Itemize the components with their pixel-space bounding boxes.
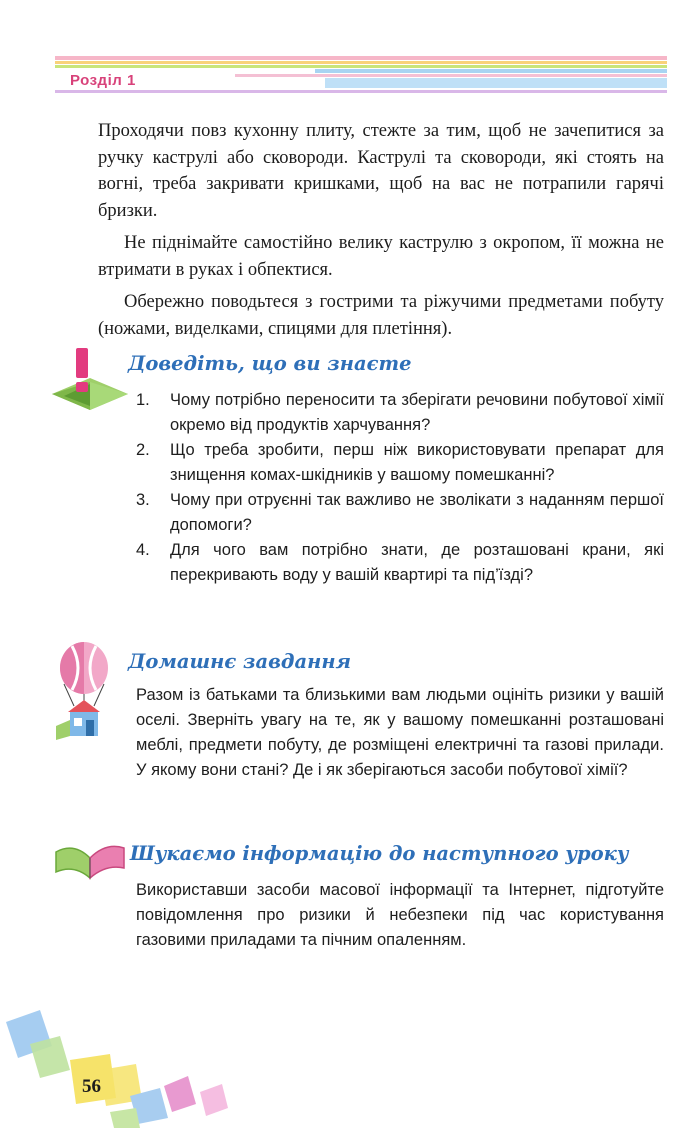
- list-item: [136, 388, 664, 438]
- next-lesson-text: Використавши засоби масової інформації та Інтернет, підготуйте повідомлення про ризики й небезпеки під час користування газовими приладами та пічним опаленням.: [136, 881, 664, 949]
- balloon-house-icon: [50, 640, 122, 746]
- question-number: 3.: [136, 491, 150, 509]
- question-number: 4.: [136, 541, 150, 559]
- question-text: Що треба зробити, перш ніж використовувати препарат для знищення комах-шкідників у вашому помешканні?: [170, 441, 664, 484]
- section-title-knowledge: Доведіть, що ви знаєте: [128, 352, 412, 375]
- section-title-homework: Домашнє завдання: [128, 650, 352, 673]
- list-item: [136, 438, 664, 488]
- question-text: Для чого вам потрібно знати, де розташовані крани, які перекривають воду у вашій квартирі та під’їзді?: [170, 541, 664, 584]
- page-number: 56: [82, 1076, 101, 1097]
- list-item: [136, 538, 664, 588]
- list-item: [136, 488, 664, 538]
- question-number: 2.: [136, 441, 150, 459]
- paragraph: Обережно поводьтеся з гострими та ріжучими предметами побуту (ножами, виделками, спицями для плетіння).: [98, 292, 664, 339]
- chapter-label: Розділ 1: [70, 72, 136, 89]
- questions-list: [136, 388, 664, 588]
- corner-decoration: [0, 1000, 300, 1128]
- homework-text: Разом із батьками та близькими вам людьми оцініть ризики у вашій оселі. Зверніть увагу на те, як у вашому помешканні розташовані меблі, предмети побуту, де розміщені електричні та газові прилади. У якому вони стані? Де і як зберігаються засоби побутової хімії?: [136, 686, 664, 779]
- paragraph: Проходячи повз кухонну плиту, стежте за тим, щоб не зачепитися за ручку каструлі або сковороди. Каструлі та сковороди, які стоять на вогні, треба закривати кришками, щоб на вас не потрапили гарячі бризки.: [98, 121, 664, 221]
- open-book-icon: [54, 838, 126, 880]
- question-text: Чому потрібно переносити та зберігати речовини побутової хімії окремо від продуктів харчування?: [170, 391, 664, 434]
- question-text: Чому при отруєнні так важливо не зволікати з наданням першої допомоги?: [170, 491, 664, 534]
- section-title-next-lesson: Шукаємо інформацію до наступного уроку: [130, 842, 629, 865]
- exclamation-pyramid-icon: [50, 346, 130, 414]
- header-stripes-decoration: [55, 56, 667, 96]
- intro-text: [98, 118, 664, 348]
- paragraph: Не піднімайте самостійно велику каструлю з окропом, її можна не втримати в руках і обпектися.: [98, 233, 664, 280]
- question-number: 1.: [136, 391, 150, 409]
